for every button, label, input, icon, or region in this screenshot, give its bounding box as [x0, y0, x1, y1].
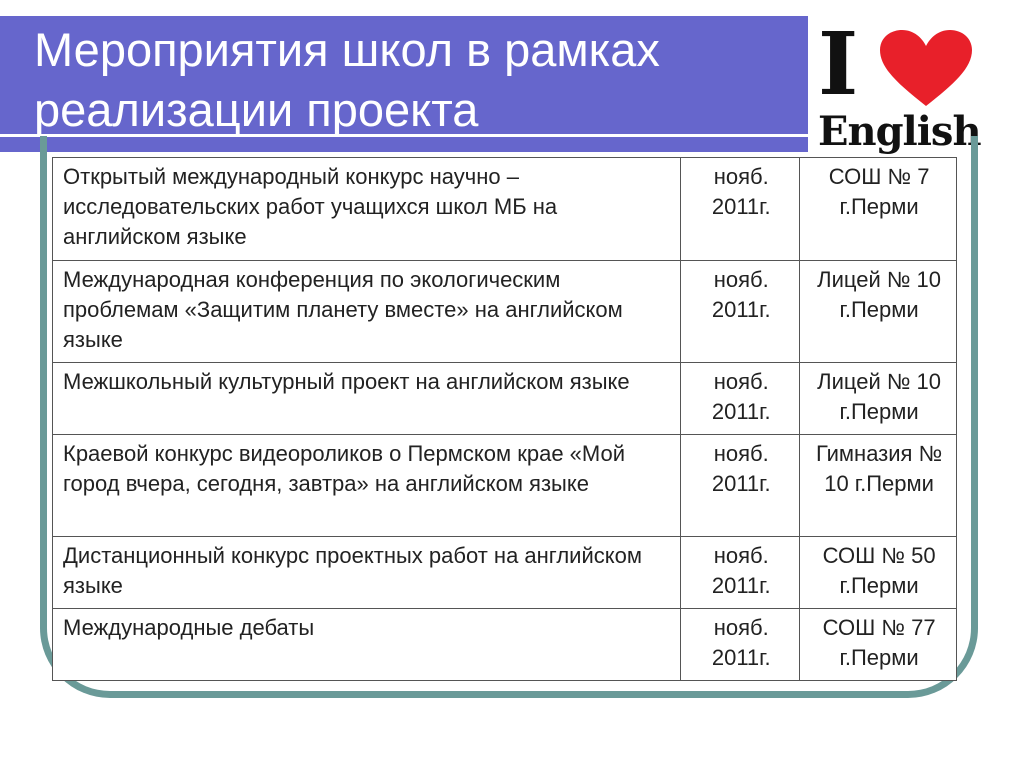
events-table — [52, 157, 957, 681]
event-school: Гимназия № 10 г.Перми — [800, 435, 957, 537]
event-date: нояб. 2011г. — [681, 261, 800, 363]
event-school: СОШ № 50 г.Перми — [800, 537, 957, 609]
logo-letter: I — [818, 14, 859, 115]
event-name: Открытый международный конкурс научно – исследовательских работ учащихся школ МБ на английском языке — [53, 158, 681, 261]
event-name: Краевой конкурс видеороликов о Пермском крае «Мой город вчера, сегодня, завтра» на английском языке — [53, 435, 681, 537]
event-date: нояб. 2011г. — [681, 537, 800, 609]
event-school: СОШ № 7 г.Перми — [800, 158, 957, 261]
event-school: Лицей № 10 г.Перми — [800, 261, 957, 363]
table-row — [53, 435, 957, 537]
table-row — [53, 261, 957, 363]
heart-icon — [878, 28, 974, 108]
event-name: Международная конференция по экологическим проблемам «Защитим планету вместе» на английском языке — [53, 261, 681, 363]
table-row — [53, 609, 957, 681]
table-row — [53, 158, 957, 261]
table-row — [53, 537, 957, 609]
event-date: нояб. 2011г. — [681, 435, 800, 537]
table-row — [53, 363, 957, 435]
logo-word: English — [818, 108, 981, 155]
event-name: Международные дебаты — [53, 609, 681, 681]
event-name: Межшкольный культурный проект на английском языке — [53, 363, 681, 435]
event-school: Лицей № 10 г.Перми — [800, 363, 957, 435]
event-name: Дистанционный конкурс проектных работ на английском языке — [53, 537, 681, 609]
event-school: СОШ № 77 г.Перми — [800, 609, 957, 681]
event-date: нояб. 2011г. — [681, 158, 800, 261]
event-date: нояб. 2011г. — [681, 609, 800, 681]
slide-title: Мероприятия школ в рамках реализации проекта — [34, 23, 660, 136]
event-date: нояб. 2011г. — [681, 363, 800, 435]
